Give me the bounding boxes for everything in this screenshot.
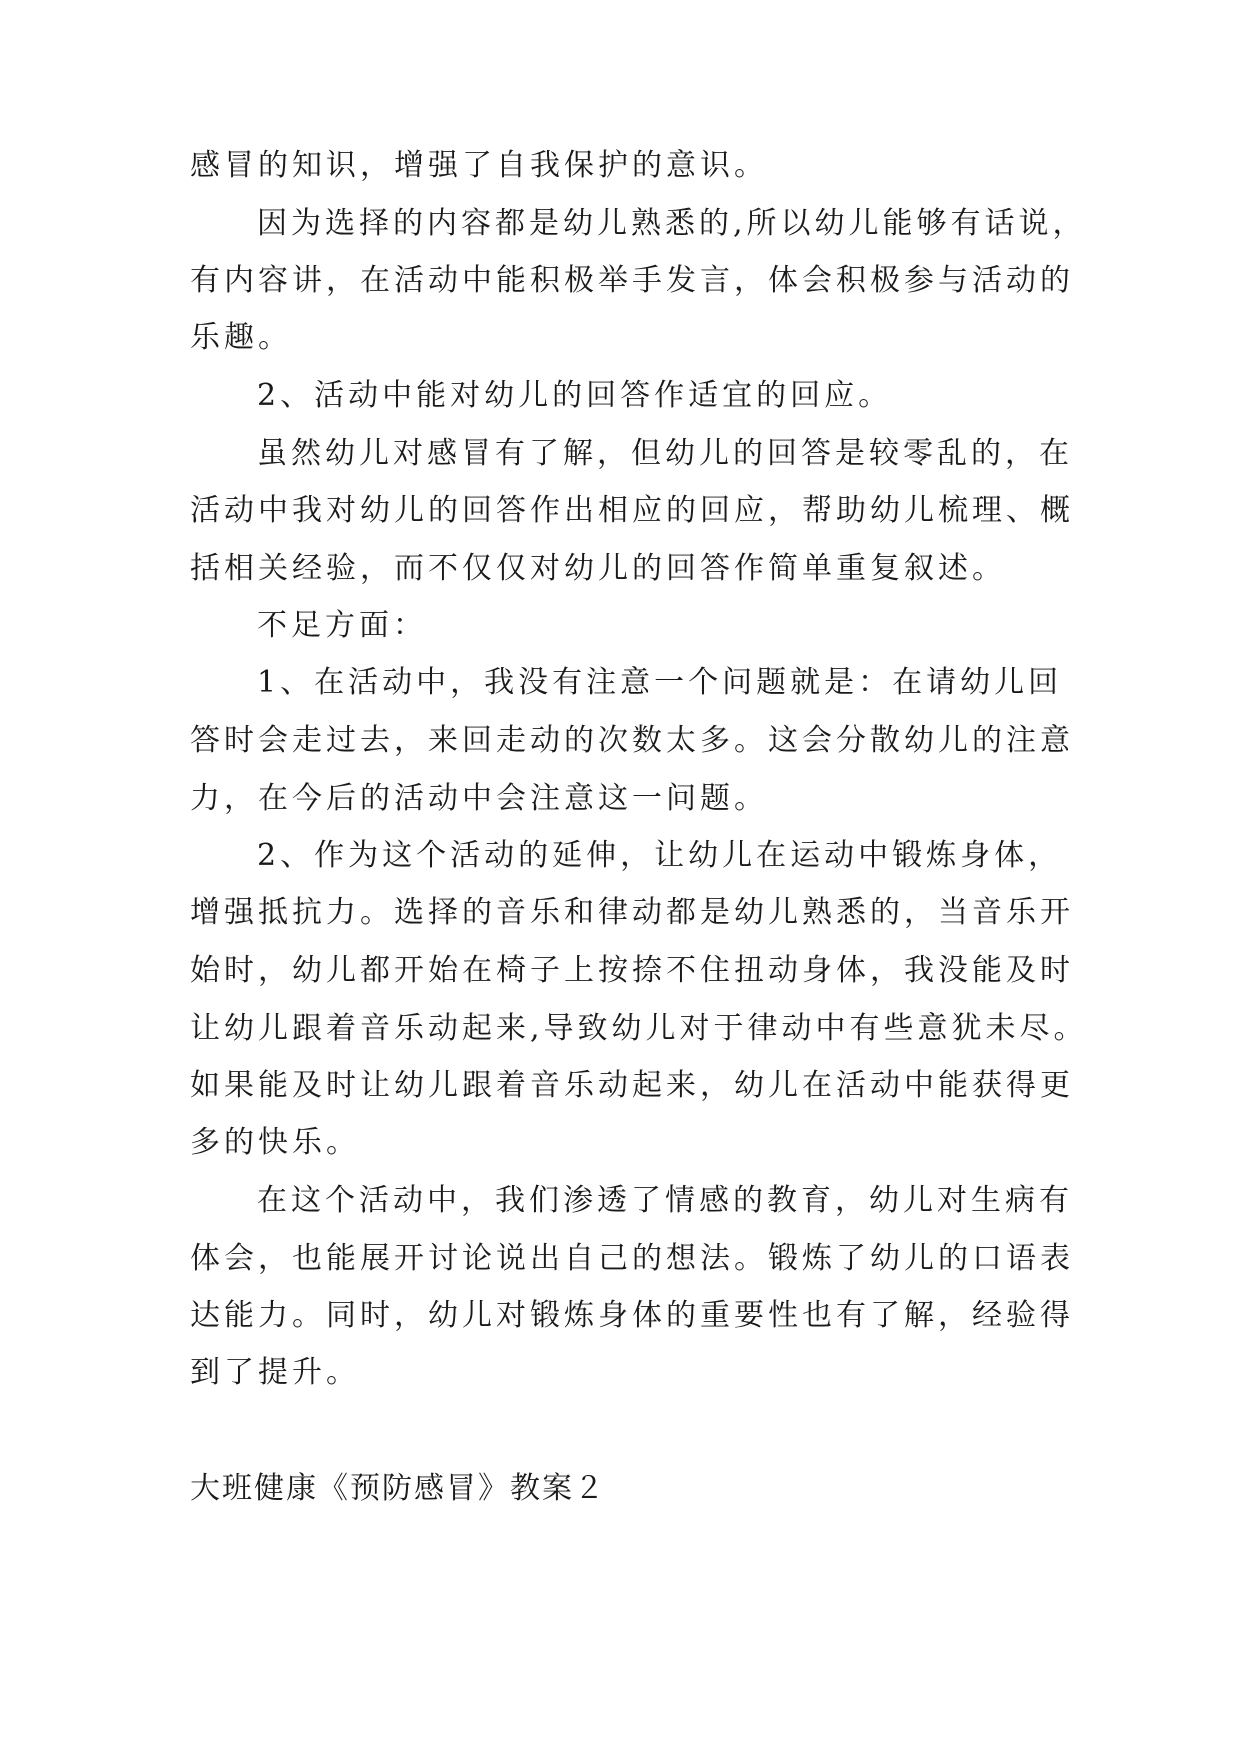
text-line: 有内容讲，在活动中能积极举手发言，体会积极参与活动的	[190, 263, 1074, 298]
text-line: 体会，也能展开讨论说出自己的想法。锻炼了幼儿的口语表	[190, 1241, 1074, 1276]
text-line: 达能力。同时，幼儿对锻炼身体的重要性也有了解，经验得	[190, 1298, 1074, 1333]
text-line: 答时会走过去，来回走动的次数太多。这会分散幼儿的注意	[190, 723, 1074, 758]
paragraph-line: 虽然幼儿对感冒有了解，但幼儿的回答是较零乱的，在	[257, 436, 1073, 471]
text-line: 让幼儿跟着音乐动起来,导致幼儿对于律动中有些意犹未尽。	[190, 1011, 1088, 1046]
paragraph-line: 因为选择的内容都是幼儿熟悉的,所以幼儿能够有话说，	[257, 206, 1087, 241]
text-line: 活动中我对幼儿的回答作出相应的回应，帮助幼儿梳理、概	[190, 493, 1074, 528]
text-line: 力，在今后的活动中会注意这一问题。	[190, 781, 768, 816]
text-line: 始时，幼儿都开始在椅子上按捺不住扭动身体，我没能及时	[190, 953, 1074, 988]
text-line: 多的快乐。	[190, 1125, 360, 1160]
text-line: 乐趣。	[190, 320, 292, 355]
text-line: 增强抵抗力。选择的音乐和律动都是幼儿熟悉的，当音乐开	[190, 895, 1074, 930]
paragraph-line: 2、活动中能对幼儿的回答作适宜的回应。	[257, 378, 893, 413]
paragraph-line: 2、作为这个活动的延伸，让幼儿在运动中锻炼身体，	[257, 838, 1063, 873]
paragraph-line: 不足方面：	[257, 608, 427, 643]
text-line: 如果能及时让幼儿跟着音乐动起来，幼儿在活动中能获得更	[190, 1068, 1074, 1103]
paragraph-line: 在这个活动中，我们渗透了情感的教育，幼儿对生病有	[257, 1183, 1073, 1218]
text-line: 括相关经验，而不仅仅对幼儿的回答作简单重复叙述。	[190, 551, 1006, 586]
section-title: 大班健康《预防感冒》教案２	[190, 1471, 606, 1506]
paragraph-line: 1、在活动中，我没有注意一个问题就是：在请幼儿回	[257, 665, 1063, 700]
text-line: 到了提升。	[190, 1355, 360, 1390]
text-line: 感冒的知识，增强了自我保护的意识。	[190, 148, 768, 183]
